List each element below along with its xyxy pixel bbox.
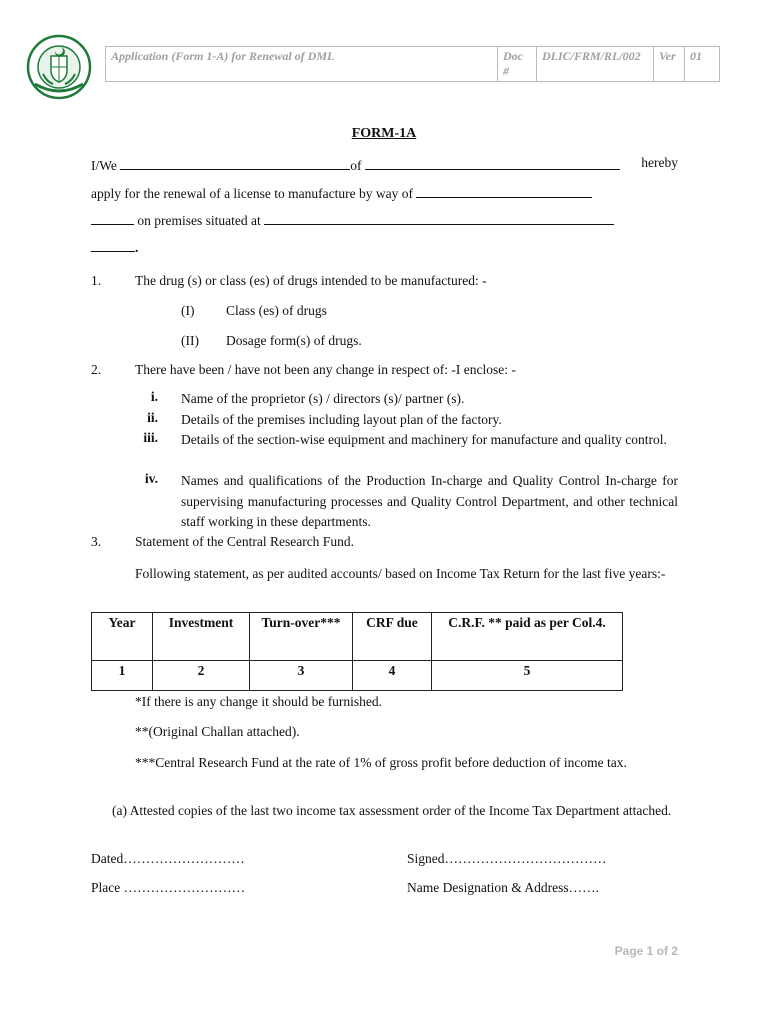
section-2-text: There have been / have not been any change in respect of: -I enclose: - [135, 362, 516, 377]
address-blank[interactable] [365, 155, 620, 170]
premises-blank[interactable] [264, 210, 614, 225]
of-label: of [350, 158, 362, 173]
section-1-number: 1. [91, 273, 102, 288]
table-header-crf-due: CRF due [353, 613, 432, 661]
enclosure-item-text: Name of the proprietor (s) / directors (s)/ partner (s). [181, 391, 465, 406]
section-1-item-number: (II) [181, 333, 199, 348]
premises-blank-cont[interactable] [91, 237, 135, 252]
manufacture-way-blank[interactable] [416, 183, 592, 198]
header-ver-value: 01 [685, 47, 720, 82]
iwe-label: I/We [91, 158, 117, 173]
enclosure-item-number: i. [150, 389, 158, 404]
section-1-item-text: Class (es) of drugs [226, 303, 327, 318]
table-cell[interactable]: 3 [250, 661, 353, 691]
section-3-text: Statement of the Central Research Fund. [135, 534, 354, 549]
table-cell[interactable]: 5 [432, 661, 623, 691]
signed-field[interactable]: Signed……………………………… [407, 851, 607, 866]
section-1-item-number: (I) [181, 303, 195, 318]
page-number: Page 1 of 2 [614, 944, 678, 958]
note-challan: **(Original Challan attached). [135, 724, 300, 739]
table-header-turnover: Turn-over*** [250, 613, 353, 661]
section-2-number: 2. [91, 362, 102, 377]
enclosure-item-text: Details of the section-wise equipment and machinery for manufacture and quality control. [181, 432, 667, 447]
hereby-label: hereby [641, 155, 678, 170]
dated-field[interactable]: Dated……………………… [91, 851, 245, 866]
crf-table [91, 612, 623, 691]
drap-seal-icon [25, 34, 93, 100]
intro-line-4-end: . [135, 240, 139, 255]
table-header-crf-paid: C.R.F. ** paid as per Col.4. [432, 613, 623, 661]
intro-line-1 [91, 155, 678, 174]
table-cell[interactable]: 2 [153, 661, 250, 691]
document-header [105, 46, 720, 82]
place-field[interactable]: Place ……………………… [91, 880, 246, 895]
form-title: FORM-1A [351, 126, 417, 141]
table-header-investment: Investment [153, 613, 250, 661]
intro-line-4 [91, 237, 678, 256]
note-change: *If there is any change it should be furnished. [135, 694, 383, 709]
enclosure-item-number: iv. [144, 471, 158, 486]
table-cell[interactable]: 1 [92, 661, 153, 691]
header-ver-label: Ver [654, 47, 685, 82]
name-designation-field[interactable]: Name Designation & Address……. [407, 880, 599, 895]
table-cell[interactable]: 4 [353, 661, 432, 691]
header-doc-label: Doc # [498, 47, 537, 82]
section-1-text: The drug (s) or class (es) of drugs intended to be manufactured: - [135, 273, 487, 288]
manufacture-way-blank-cont[interactable] [91, 210, 134, 225]
header-title: Application (Form 1-A) for Renewal of DML [106, 47, 498, 82]
table-header-year: Year [92, 613, 153, 661]
enclosure-item-number: iii. [143, 430, 158, 445]
intro-line-3-text: on premises situated at [137, 213, 261, 228]
enclosure-item-text: Details of the premises including layout plan of the factory. [181, 412, 502, 427]
intro-line-2 [91, 183, 678, 202]
intro-line-3 [91, 210, 678, 229]
header-doc-code: DLIC/FRM/RL/002 [537, 47, 654, 82]
note-tax-assessment: (a) Attested copies of the last two income tax assessment order of the Income Tax Department attached. [112, 803, 672, 818]
section-3-number: 3. [91, 534, 102, 549]
intro-line-2-text: apply for the renewal of a license to manufacture by way of [91, 186, 413, 201]
enclosure-item-number: ii. [147, 410, 158, 425]
section-1-item-text: Dosage form(s) of drugs. [226, 333, 362, 348]
note-crf-rate: ***Central Research Fund at the rate of 1% of gross profit before deduction of income tax. [135, 755, 627, 770]
enclosure-item-text: Names and qualifications of the Production In-charge and Quality Control In-charge for supervising manufacturing processes and Quality Control Department, and other technical staff working in these departments. [181, 473, 678, 529]
name-blank[interactable] [120, 155, 350, 170]
crf-statement: Following statement, as per audited accounts/ based on Income Tax Return for the last five years:- [135, 566, 666, 581]
